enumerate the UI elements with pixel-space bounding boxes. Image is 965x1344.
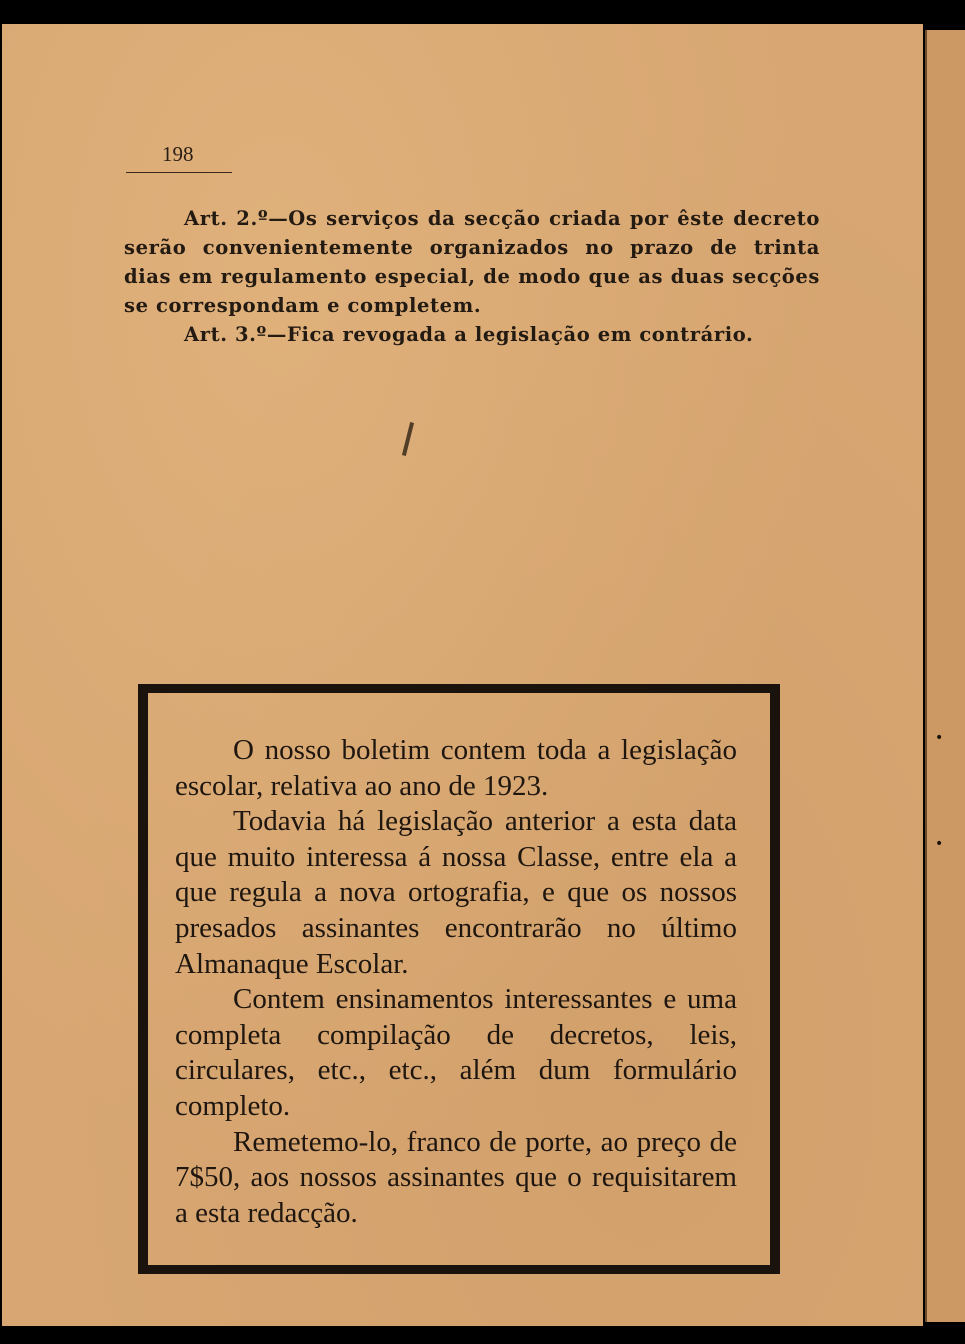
notice-paragraph-1: O nosso boletim contem toda a legislação escolar, relativa ao ano de 1923.	[175, 734, 737, 802]
decree-article-3: Art. 3.º—Fica revogada a legislação em contrário.	[184, 323, 754, 346]
notice-paragraph-2: Todavia há legislação anterior a esta data que muito interessa á nossa Classe, entre ela a que regula a nova ortografia, e que os nossos presados assinantes encontrarão no último Almanaque Escolar.	[175, 805, 737, 980]
decree-article-2: Art. 2.º—Os serviços da secção criada por êste decreto serão convenientemente organizados no prazo de trinta dias em regulamento especial, de modo que as duas secções se correspondam e completem.	[124, 207, 820, 317]
ink-mark	[402, 422, 414, 456]
notice-paragraph-4: Remetemo-lo, franco de porte, ao preço de 7$50, aos nossos assinantes que o requisitarem a esta redacção.	[175, 1125, 737, 1229]
book-page	[2, 24, 923, 1326]
adjacent-page-edge	[925, 30, 965, 1322]
decree-text	[124, 204, 820, 349]
page-number-rule	[126, 172, 232, 173]
notice-box	[138, 684, 780, 1274]
edge-mark: •	[935, 730, 944, 746]
page-number: 198	[162, 142, 194, 166]
notice-text	[175, 733, 737, 1231]
notice-paragraph-3: Contem ensinamentos interessantes e uma completa compilação de decretos, leis, circulares, etc., etc., além dum formulário completo.	[175, 983, 737, 1122]
edge-mark: •	[935, 836, 944, 852]
